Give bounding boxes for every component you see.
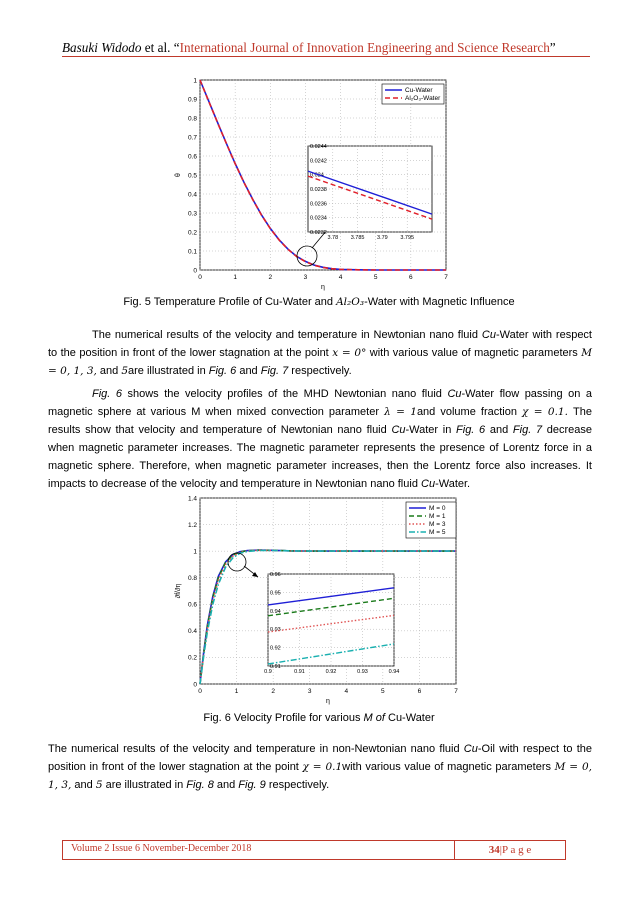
text: respectively. <box>288 365 352 377</box>
y-tick-label: 0.6 <box>187 153 197 161</box>
math: x = 0° <box>332 347 367 359</box>
fig-ref: Fig. 6 <box>208 365 237 377</box>
x-tick-label: 7 <box>444 274 448 281</box>
inset-x-tick-label: 3.79 <box>377 235 388 241</box>
x-tick-label: 4 <box>344 688 349 695</box>
inset-x-tick-label: 3.785 <box>350 235 365 241</box>
text: The numerical results of the velocity and temperature in Newtonian nano fluid <box>92 329 482 341</box>
fig-ref: Fig. 6 <box>92 388 122 400</box>
paragraph-2 <box>48 385 592 493</box>
inset-y-tick-label: 0.93 <box>270 627 281 634</box>
y-tick-label: 1.2 <box>187 521 197 529</box>
x-tick-label: 1 <box>233 274 237 281</box>
header-rule <box>62 56 590 57</box>
text: Cu <box>421 478 436 490</box>
inset-y-tick-label: 0.0244 <box>310 144 327 150</box>
inset-y-tick-label: 0.0234 <box>310 215 327 222</box>
fig-ref: Fig. 6 <box>456 424 486 436</box>
legend-label: Cu-Water <box>405 87 433 95</box>
x-tick-label: 2 <box>268 274 273 281</box>
text: decrease when magnetic parameter increases. The magnetic parameter represents the presence of Lorentz force in a magnetic sphere. Therefore, when magnetic parameter increases, then the Lorentz force also increases. It impacts to decrease of the velocity and temperature in Newtonian nano fluid <box>48 424 593 490</box>
fig-ref: Fig. 7 <box>512 424 543 436</box>
inset-x-tick-label: 3.795 <box>400 235 415 241</box>
text: respectively. <box>265 779 330 791</box>
running-header <box>62 40 556 56</box>
text: -Water in <box>405 424 457 436</box>
inset-y-tick-label: 0.94 <box>270 608 281 615</box>
y-tick-label: 0.2 <box>187 654 197 662</box>
text: and <box>485 424 513 436</box>
x-tick-label: 3 <box>307 688 312 695</box>
x-axis-label: η <box>321 284 325 291</box>
text: The results show that velocity and temperature of Newtonian nano fluid <box>48 406 592 436</box>
fig-ref: Fig. 9 <box>238 779 266 791</box>
text: -Water flow passing on a magnetic sphere at various M when mixed convection parameter <box>48 388 592 418</box>
legend-label: M = 1 <box>429 513 446 521</box>
legend-label: M = 5 <box>429 529 446 537</box>
y-tick-label: 0.2 <box>187 229 197 237</box>
paragraph-3 <box>48 740 592 794</box>
y-tick-label: 1 <box>193 548 197 556</box>
inset-x-tick-label: 0.93 <box>357 669 368 675</box>
fig5-caption-math: Al₂O₃ <box>336 296 365 308</box>
fig6-caption-pre: Fig. 6 Velocity Profile for various <box>203 712 364 724</box>
legend-label: M = 0 <box>429 505 446 513</box>
inset-x-tick-label: 0.91 <box>294 669 305 675</box>
y-tick-label: 0.4 <box>187 191 197 199</box>
fig6-caption-m: M of <box>363 712 385 724</box>
text: The numerical results of the velocity and temperature in non-Newtonian nano fluid <box>48 743 464 755</box>
y-tick-label: 0.7 <box>187 134 197 142</box>
inset-x-tick-label: 0.9 <box>264 669 272 675</box>
text: and <box>96 365 122 377</box>
text: Cu <box>447 388 462 400</box>
text: Cu <box>481 329 496 341</box>
y-axis-label: θ <box>175 173 182 177</box>
inset-y-tick-label: 0.95 <box>270 590 281 597</box>
text: shows the velocity profiles of the MHD Newtonian nano fluid <box>121 388 448 400</box>
legend-label: M = 3 <box>429 521 446 529</box>
fig5-caption-pre: Fig. 5 Temperature Profile of Cu-Water and <box>123 296 337 308</box>
page-number: 34 <box>488 843 500 856</box>
y-tick-label: 0.8 <box>187 115 197 123</box>
x-tick-label: 6 <box>417 688 422 695</box>
inset-y-tick-label: 0.024 <box>310 172 324 179</box>
x-tick-label: 3 <box>303 274 308 281</box>
y-tick-label: 0.6 <box>187 601 197 609</box>
page-footer <box>62 840 566 860</box>
y-tick-label: 1 <box>193 77 197 85</box>
text: -Oil with respect to the position in front of the lower stagnation at the point <box>48 743 592 773</box>
fig-ref: Fig. 7 <box>260 365 289 377</box>
x-tick-label: 6 <box>409 274 413 281</box>
fig5-caption-post: -Water with Magnetic Influence <box>364 296 515 308</box>
page-word: |P a g e <box>499 843 532 856</box>
y-tick-label: 0.3 <box>187 210 197 218</box>
text: with various value of magnetic parameters <box>366 347 582 359</box>
y-tick-label: 0 <box>193 681 197 689</box>
y-tick-label: 0.9 <box>187 96 197 104</box>
inset-y-tick-label: 0.0238 <box>310 187 327 193</box>
math: 5 <box>95 779 103 791</box>
fig-ref: Fig. 8 <box>186 779 214 791</box>
header-journal: International Journal of Innovation Engineering and Science Research <box>179 40 550 55</box>
inset-x-tick-label: 0.94 <box>388 669 400 675</box>
inset-y-tick-label: 0.91 <box>270 664 281 670</box>
text: -Water. <box>435 478 471 490</box>
text: -Water with respect to the position in front of the lower stagnation at the point <box>48 329 592 359</box>
x-tick-label: 7 <box>454 688 458 695</box>
inset-y-tick-label: 0.92 <box>270 645 281 652</box>
y-tick-label: 1.4 <box>187 495 197 503</box>
figure-6-chart <box>160 492 470 706</box>
inset-x-tick-label: 0.92 <box>325 669 337 675</box>
inset-x-tick-label: 3.78 <box>327 235 339 241</box>
text: and <box>71 779 96 791</box>
text: and <box>236 365 261 377</box>
y-tick-label: 0.5 <box>187 172 197 180</box>
x-tick-label: 5 <box>381 688 385 695</box>
y-axis-label: ∂f/∂η <box>175 583 182 599</box>
figure-5-caption <box>0 296 638 308</box>
figure-5-chart <box>160 74 460 291</box>
figure-6-caption <box>0 712 638 724</box>
header-authors: Basuki Widodo <box>62 40 142 55</box>
legend-label: Al₂O₃-Water <box>405 95 441 103</box>
math: 5 <box>121 365 129 377</box>
x-tick-label: 1 <box>234 688 239 695</box>
y-tick-label: 0.1 <box>187 248 197 256</box>
footer-page-box <box>454 840 565 860</box>
x-tick-label: 5 <box>373 274 378 281</box>
text: with various value of magnetic parameters <box>342 761 555 773</box>
x-tick-label: 2 <box>271 688 275 695</box>
y-tick-label: 0.4 <box>187 628 197 636</box>
math: λ = 1 <box>384 406 417 418</box>
math: M = 0, 1, 3, <box>48 347 593 377</box>
text: and volume fraction <box>416 406 523 418</box>
inset-y-tick-label: 0.96 <box>270 572 281 578</box>
math: M = 0, 1, 3, <box>48 761 592 791</box>
footer-volume: Volume 2 Issue 6 November-December 2018 <box>71 843 252 854</box>
x-axis-label: η <box>326 698 330 705</box>
x-tick-label: 4 <box>338 274 343 281</box>
header-close-quote: ” <box>549 40 556 55</box>
text: are illustrated in <box>128 365 209 377</box>
inset-y-tick-label: 0.0236 <box>310 201 327 208</box>
y-tick-label: 0 <box>193 267 197 275</box>
math: χ = 0.1. <box>522 406 568 418</box>
text: Cu <box>463 743 478 755</box>
text: and <box>213 779 239 791</box>
x-tick-label: 0 <box>198 688 202 695</box>
header-etal: et al. “ <box>141 40 180 55</box>
paragraph-1 <box>48 326 592 380</box>
y-tick-label: 0.8 <box>187 575 197 583</box>
inset-y-tick-label: 0.0232 <box>310 230 327 236</box>
math: χ = 0.1 <box>302 761 343 773</box>
fig6-caption-post: Cu-Water <box>384 712 435 724</box>
text: are illustrated in <box>102 779 187 791</box>
text: Cu <box>391 424 406 436</box>
x-tick-label: 0 <box>198 274 202 281</box>
inset-y-tick-label: 0.0242 <box>310 158 327 165</box>
